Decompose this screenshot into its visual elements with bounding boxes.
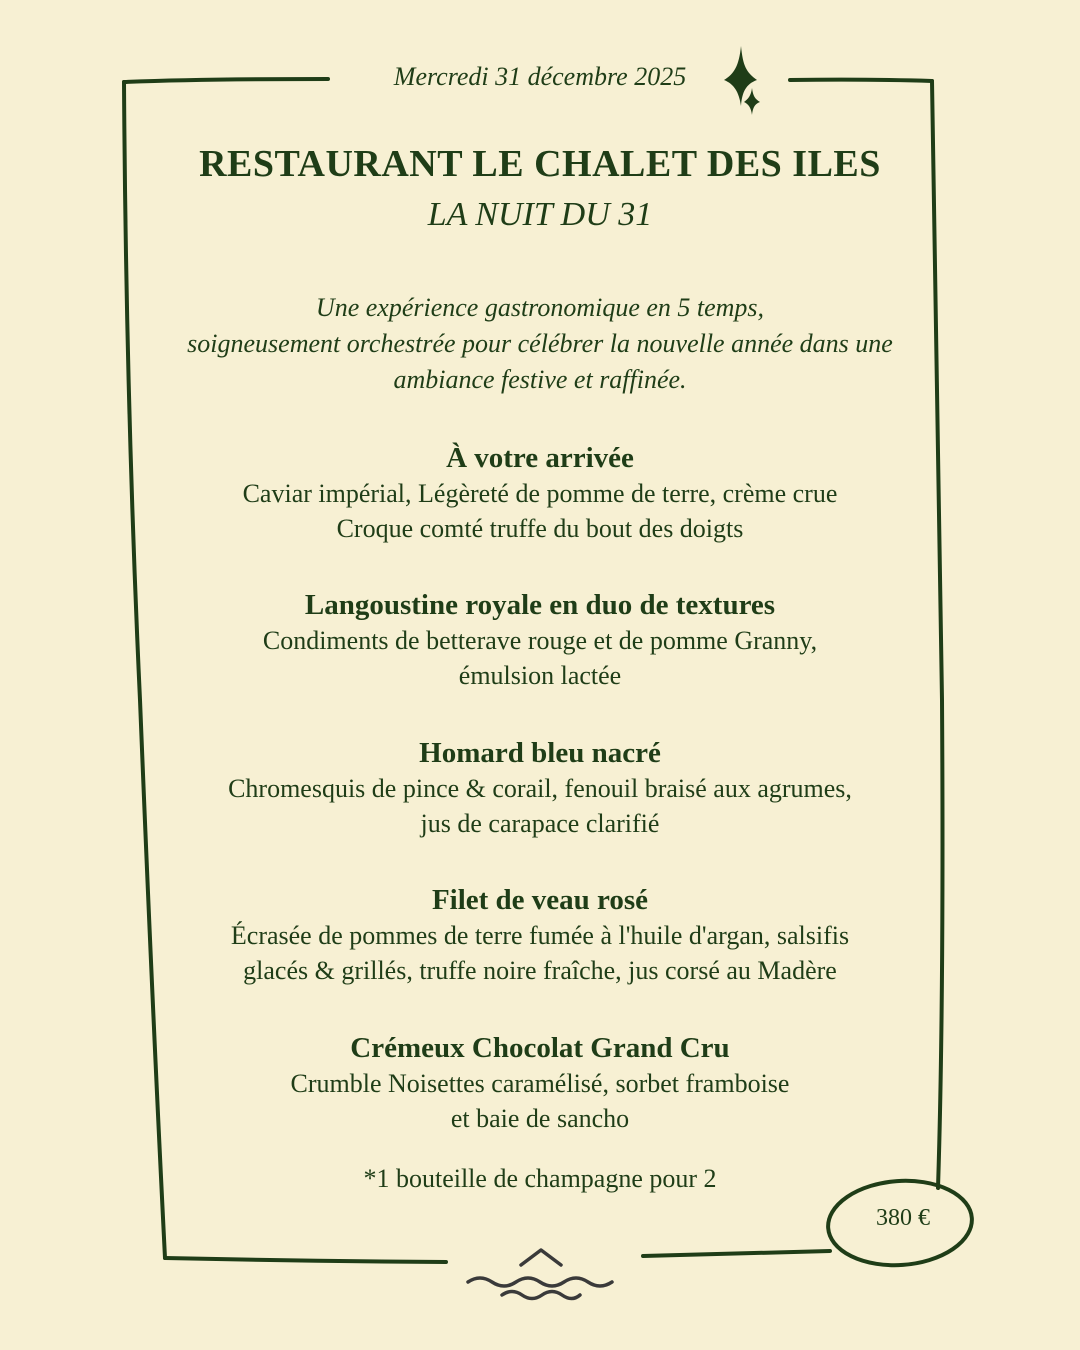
event-subtitle: LA NUIT DU 31	[427, 196, 653, 233]
course-line: Chromesquis de pince & corail, fenouil braisé aux agrumes,	[228, 774, 852, 803]
course-homard	[140, 735, 940, 841]
intro-line: Une expérience gastronomique en 5 temps,	[315, 293, 765, 322]
course-line: Croque comté truffe du bout des doigts	[336, 514, 744, 543]
course-line: Condiments de betterave rouge et de pomme Granny,	[262, 626, 818, 655]
course-arrival	[140, 440, 940, 546]
intro-line: soigneusement orchestrée pour célébrer la nouvelle année dans une	[187, 329, 893, 358]
frame-bottom-right	[643, 1251, 830, 1256]
course-name: Homard bleu nacré	[419, 737, 661, 769]
course-line: émulsion lactée	[458, 661, 622, 690]
intro-line: ambiance festive et raffinée.	[393, 365, 687, 394]
course-description	[140, 918, 940, 988]
course-name: Filet de veau rosé	[431, 884, 649, 916]
course-name: Langoustine royale en duo de textures	[304, 589, 776, 621]
course-line: glacés & grillés, truffe noire fraîche, jus corsé au Madère	[243, 956, 837, 985]
course-veau	[140, 882, 940, 988]
chalet-wave-logo-icon	[468, 1250, 612, 1299]
price-label: 380 €	[876, 1205, 930, 1231]
event-date: Mercredi 31 décembre 2025	[393, 62, 687, 91]
course-line: Caviar impérial, Légèreté de pomme de terre, crème crue	[242, 479, 838, 508]
course-chocolat	[140, 1030, 940, 1136]
course-langoustine	[140, 587, 940, 693]
course-description	[140, 771, 940, 841]
course-description	[140, 623, 940, 693]
course-name: Crémeux Chocolat Grand Cru	[350, 1032, 730, 1064]
intro-text	[140, 290, 940, 398]
restaurant-title: RESTAURANT LE CHALET DES ILES	[199, 143, 881, 185]
course-description	[140, 476, 940, 546]
course-line: Écrasée de pommes de terre fumée à l'huile d'argan, salsifis	[230, 921, 850, 950]
course-line: et baie de sancho	[450, 1104, 630, 1133]
course-name: À votre arrivée	[446, 442, 634, 474]
course-description	[140, 1066, 940, 1136]
course-line: Crumble Noisettes caramélisé, sorbet framboise	[290, 1069, 790, 1098]
champagne-note: *1 bouteille de champagne pour 2	[363, 1164, 717, 1193]
frame-bottom-left	[165, 1258, 446, 1262]
course-line: jus de carapace clarifié	[420, 809, 660, 838]
